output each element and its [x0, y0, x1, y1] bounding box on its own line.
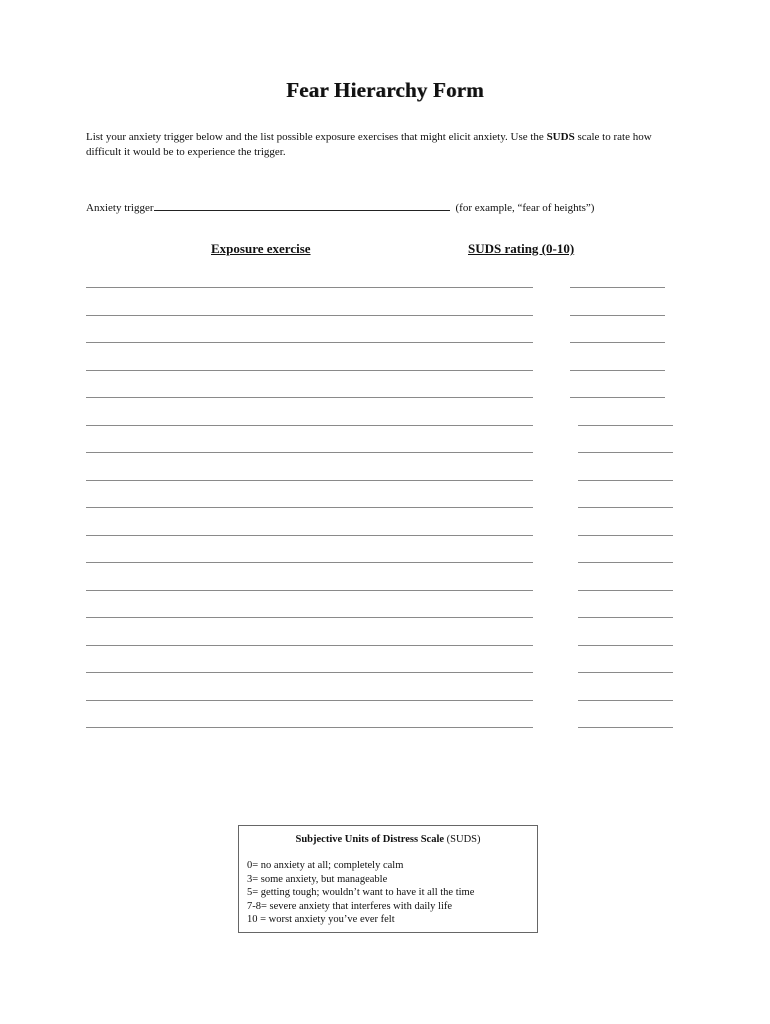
exercise-line[interactable]: [86, 507, 533, 508]
exercise-line[interactable]: [86, 287, 533, 288]
suds-rating-line[interactable]: [578, 452, 673, 453]
suds-rating-line[interactable]: [578, 617, 673, 618]
instructions-paragraph: [86, 130, 686, 159]
anxiety-trigger-row: [86, 199, 594, 215]
instructions-suds-bold: SUDS: [546, 131, 575, 143]
exercise-line[interactable]: [86, 617, 533, 618]
suds-rating-line[interactable]: [578, 562, 673, 563]
instructions-text-before: List your anxiety trigger below and the list possible exposure exercises that might elicit anxiety. Use the: [86, 131, 547, 143]
exercise-line[interactable]: [86, 315, 533, 316]
exercise-line[interactable]: [86, 425, 533, 426]
suds-legend-title-bold: Subjective Units of Distress Scale: [295, 834, 445, 845]
anxiety-trigger-example: (for example, “fear of heights”): [455, 202, 595, 214]
suds-rating-line[interactable]: [578, 507, 673, 508]
suds-rating-line[interactable]: [578, 425, 673, 426]
suds-level-item: 3= some anxiety, but manageable: [247, 873, 388, 885]
exercise-line[interactable]: [86, 672, 533, 673]
exercise-line[interactable]: [86, 645, 533, 646]
suds-rating-line[interactable]: [578, 535, 673, 536]
suds-legend-title: [239, 833, 537, 847]
exercise-line[interactable]: [86, 480, 533, 481]
instructions-text-after: scale to rate how difficult it would be to experience the trigger.: [86, 131, 652, 158]
exercise-line[interactable]: [86, 700, 533, 701]
exercise-line[interactable]: [86, 727, 533, 728]
suds-rating-line[interactable]: [578, 672, 673, 673]
exposure-exercise-header: Exposure exercise: [211, 241, 311, 256]
anxiety-trigger-field[interactable]: [154, 199, 450, 211]
anxiety-trigger-label: Anxiety trigger: [86, 202, 154, 214]
page-title: Fear Hierarchy Form: [286, 78, 484, 102]
suds-rating-line[interactable]: [570, 342, 665, 343]
suds-legend-box: [238, 825, 538, 933]
suds-rating-line[interactable]: [578, 645, 673, 646]
suds-legend-title-suffix: (SUDS): [444, 834, 481, 845]
suds-rating-header: SUDS rating (0-10): [468, 241, 575, 256]
suds-rating-line[interactable]: [570, 370, 665, 371]
suds-rating-line[interactable]: [578, 700, 673, 701]
exercise-line[interactable]: [86, 397, 533, 398]
exercise-line[interactable]: [86, 535, 533, 536]
suds-rating-line[interactable]: [570, 397, 665, 398]
exercise-line[interactable]: [86, 370, 533, 371]
suds-level-item: 5= getting tough; wouldn’t want to have it all the time: [247, 887, 475, 898]
suds-rating-line[interactable]: [578, 590, 673, 591]
exercise-line[interactable]: [86, 590, 533, 591]
suds-level-item: 10 = worst anxiety you’ve ever felt: [247, 914, 395, 925]
suds-rating-line[interactable]: [570, 287, 665, 288]
suds-levels-list: [247, 859, 474, 927]
suds-level-item: 7-8= severe anxiety that interferes with daily life: [247, 900, 453, 912]
exercise-line[interactable]: [86, 562, 533, 563]
suds-rating-line[interactable]: [578, 480, 673, 481]
suds-rating-line[interactable]: [570, 315, 665, 316]
exercise-line[interactable]: [86, 452, 533, 453]
suds-rating-line[interactable]: [578, 727, 673, 728]
exercise-line[interactable]: [86, 342, 533, 343]
suds-level-item: 0= no anxiety at all; completely calm: [247, 860, 404, 871]
